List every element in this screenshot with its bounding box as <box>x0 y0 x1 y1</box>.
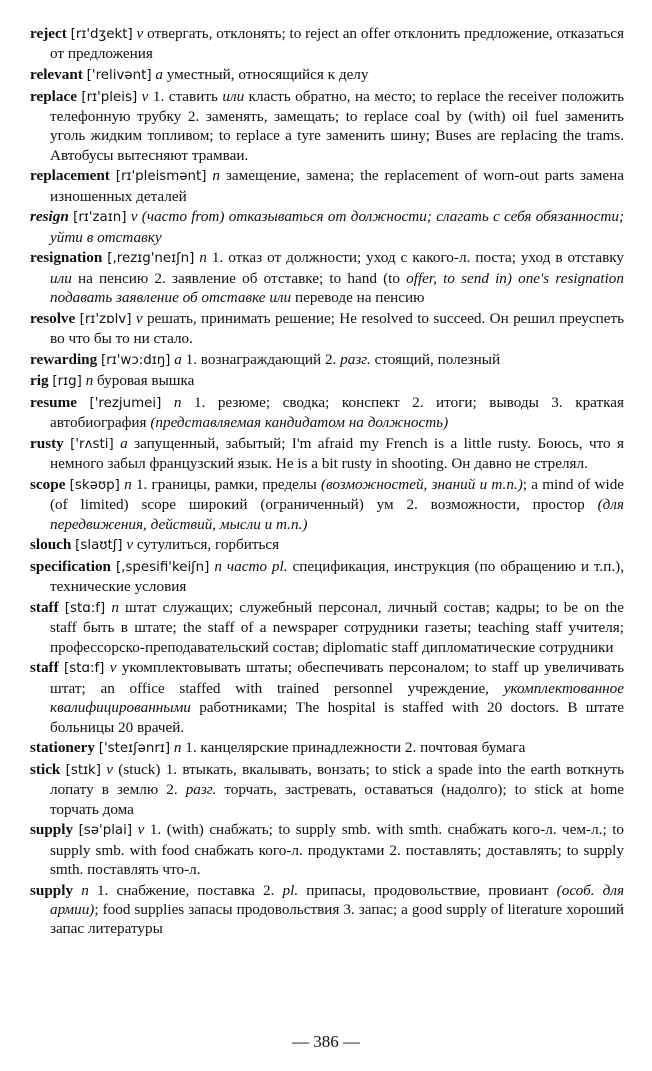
headword: supply <box>30 881 74 899</box>
dictionary-page <box>30 24 624 940</box>
definition: 1. резюме; сводка; конспект 2. итоги; выводы 3. краткая автобиография <box>50 394 625 432</box>
headword: replacement <box>30 167 110 185</box>
italic-note: (особ. для армии) <box>50 881 625 919</box>
italic-note: укомплектованное квалифицированными <box>50 679 624 717</box>
headword: relevant <box>30 66 83 83</box>
part-of-speech: n <box>214 558 222 575</box>
part-of-speech: n <box>173 394 182 411</box>
headword: resign <box>30 208 69 226</box>
definition-part: 1. вознаграждающий 2. <box>185 350 337 368</box>
definition: припасы, продовольствие, провиант <box>306 881 549 899</box>
page-number: — 386 — <box>292 1032 360 1051</box>
definition: на пенсию 2. заявление об отставке; to hand (to <box>77 269 400 287</box>
definition-part: переводе на пенсию <box>294 289 425 307</box>
entry-resignation <box>30 248 624 307</box>
part-of-speech: n <box>85 372 94 390</box>
transcription: ['steɪʃənrɪ] <box>98 741 171 757</box>
part-of-speech: n <box>212 167 220 185</box>
transcription: [stɑ:f] <box>64 601 106 616</box>
italic-note: или <box>222 87 245 105</box>
italic-note: pl. <box>282 881 299 899</box>
entry-rusty <box>30 434 624 474</box>
transcription: [skəʊp] <box>69 478 120 493</box>
definition: отвергать, отклонять; to reject an offer отклонить предложение, отказаться от предложения <box>50 25 625 63</box>
transcription: [,spesifi'keiʃn] <box>115 560 210 575</box>
entry-replacement <box>30 166 624 206</box>
italic-note: (для передвижения, действий, мысли и т.п.) <box>50 496 624 533</box>
entry-scope <box>30 475 624 534</box>
part-of-speech: v <box>141 87 149 105</box>
transcription: [rɪ'pleismənt] <box>115 169 207 185</box>
transcription: [stɪk] <box>65 762 102 778</box>
part-of-speech: v <box>109 659 117 677</box>
transcription: [stɑ:f] <box>64 661 105 677</box>
headword: reject <box>30 25 67 42</box>
definition: укомплектовывать штаты; обеспечивать персоналом; to staff up увеличивать штат; an office staffed with trained personnel учреждение, <box>50 659 625 697</box>
definition: класть обратно, на место; to replace the receiver положить телефонную трубку 2. заменять, замещать; to replace coal by (with) oil fuel заменить уголь жидким топливом; to replace a tyre заменить шину; Buses are replacing the trams. Автобусы вытесняют трамваи. <box>50 87 625 164</box>
transcription: ['rezjumei] <box>89 396 162 411</box>
part-of-speech: a <box>174 350 182 368</box>
transcription: [rɪ'wɔ:dɪŋ] <box>101 352 171 368</box>
transcription: ['relivənt] <box>86 68 152 83</box>
entry-rewarding <box>30 350 624 370</box>
headword: resume <box>30 394 77 411</box>
headword: specification <box>30 558 111 575</box>
part-of-speech: n <box>173 739 182 757</box>
italic-note: (представляемая кандидатом на должность) <box>150 414 449 432</box>
transcription: [rɪg] <box>52 374 82 390</box>
entry-resign <box>30 207 624 247</box>
part-of-speech: n <box>111 599 119 616</box>
part-of-speech: v <box>137 821 145 839</box>
headword: rig <box>30 372 49 390</box>
definition-part: 1. ставить <box>152 87 218 105</box>
headword: stationery <box>30 739 95 757</box>
italic-note: разг. <box>340 350 371 368</box>
headword: slouch <box>30 536 72 554</box>
transcription: [sə'plai] <box>78 823 133 839</box>
part-of-speech: a <box>120 435 128 452</box>
italic-note: (возможностей, знаний и т.п.) <box>320 476 523 493</box>
headword: staff <box>30 599 59 616</box>
definition-part: (stuck) 1. втыкать, вкалывать, вонзать; to stick a spade into the earth воткнуть лопату в землю 2. <box>50 760 624 799</box>
entry-resume <box>30 393 624 433</box>
transcription: [rɪ'pleis] <box>81 89 138 105</box>
headword: replace <box>30 87 77 105</box>
definition: решать, принимать решение; He resolved to succeed. Он решил преуспеть во что бы то ни стало. <box>50 309 625 348</box>
definition: уместный, относящийся к делу <box>166 66 369 83</box>
definition: штат служащих; служебный персонал, личный состав; кадры; to be on the staff быть в штате; the staff of a newspaper сотрудники газеты; teaching staff учителя; профессорско-преподавательский состав; diplomatic staff дипломатические сотрудники <box>50 599 625 656</box>
italic-note: часто pl. <box>226 558 288 575</box>
part-of-speech: n <box>124 476 132 493</box>
entry-reject <box>30 24 624 64</box>
part-of-speech: v <box>135 309 143 327</box>
headword: supply <box>30 821 74 839</box>
italic-note: разг. <box>185 781 217 799</box>
transcription: ['rʌsti] <box>70 437 114 452</box>
definition: замещение, замена; the replacement of worn-out parts замена изношенных деталей <box>50 167 625 205</box>
italic-note: (часто from) отказываться от должности; слагать с себя обязанности; уйти в отставку <box>50 208 625 246</box>
transcription: [,rezɪg'neɪʃn] <box>107 251 195 267</box>
definition-part: 1. канцелярские принадлежности 2. почтовая бумага <box>185 739 526 757</box>
definition-part: 1. границы, рамки, пределы <box>135 476 317 493</box>
part-of-speech: v <box>106 760 114 778</box>
headword: rewarding <box>30 350 98 368</box>
definition-part: 1. отказ от должности; уход с какого-л. поста; уход в отставку <box>211 249 625 267</box>
definition-part: ; food supplies запасы продовольствия 3. запас; a good supply of literature хороший запас литературы <box>50 901 624 938</box>
definition: стоящий, полезный <box>374 350 501 368</box>
part-of-speech: v <box>136 25 144 42</box>
entry-relevant <box>30 65 624 85</box>
entry-slouch <box>30 535 624 555</box>
entry-staff-noun <box>30 598 624 657</box>
headword: staff <box>30 659 59 677</box>
entry-staff-verb <box>30 658 624 737</box>
headword: scope <box>30 476 66 493</box>
entry-supply-noun <box>30 881 624 939</box>
entry-replace <box>30 87 624 166</box>
italic-note: или <box>50 269 72 287</box>
definition-part: работниками; The hospital is staffed with 20 doctors. В штате больницы 20 врачей. <box>50 699 624 736</box>
definition: запущенный, забытый; I'm afraid my French is a little rusty. Боюсь, что я немного забыл французский язык. He is a bit rusty in shooting. Он давно не стрелял. <box>50 435 625 473</box>
transcription: [rɪ'zɒlv] <box>79 311 132 327</box>
entry-rig <box>30 371 624 391</box>
part-of-speech: v <box>130 208 138 226</box>
entry-resolve <box>30 309 624 349</box>
headword: rusty <box>30 435 64 452</box>
transcription: [rɪ'dʒekt] <box>70 27 133 42</box>
definition: торчать, застревать, оставаться (надолго); to stick at home торчать дома <box>50 781 624 818</box>
entry-specification <box>30 557 624 597</box>
part-of-speech: a <box>155 66 163 83</box>
entry-supply-verb <box>30 820 624 879</box>
definition: сутулиться, горбиться <box>136 536 280 554</box>
transcription: [rɪ'zaɪn] <box>73 210 127 226</box>
transcription: [slaʊtʃ] <box>75 538 123 554</box>
entry-stick <box>30 760 624 819</box>
definition-part: 1. снабжение, поставка 2. <box>96 881 275 899</box>
italic-note: offer, to send in) one's resignation подавать заявление об отставке или <box>50 269 624 307</box>
part-of-speech: n <box>81 881 89 899</box>
part-of-speech: v <box>126 536 134 554</box>
definition: спецификация, инструкция (по обращению и т.п.), технические условия <box>50 558 625 596</box>
headword: stick <box>30 760 61 778</box>
entry-stationery <box>30 738 624 758</box>
definition: буровая вышка <box>96 372 195 390</box>
definition: ; a mind of wide (of limited) scope широкий (ограниченный) ум 2. возможности, простор <box>50 476 625 514</box>
part-of-speech: n <box>199 249 207 267</box>
headword: resolve <box>30 309 76 327</box>
definition: 1. (with) снабжать; to supply smb. with smth. снабжать кого-л. чем-л.; to supply smb. with food снабжать кого-л. продуктами 2. поставлять; доставлять; to supply smth. поставлять что-л. <box>50 821 625 879</box>
headword: resignation <box>30 249 103 267</box>
